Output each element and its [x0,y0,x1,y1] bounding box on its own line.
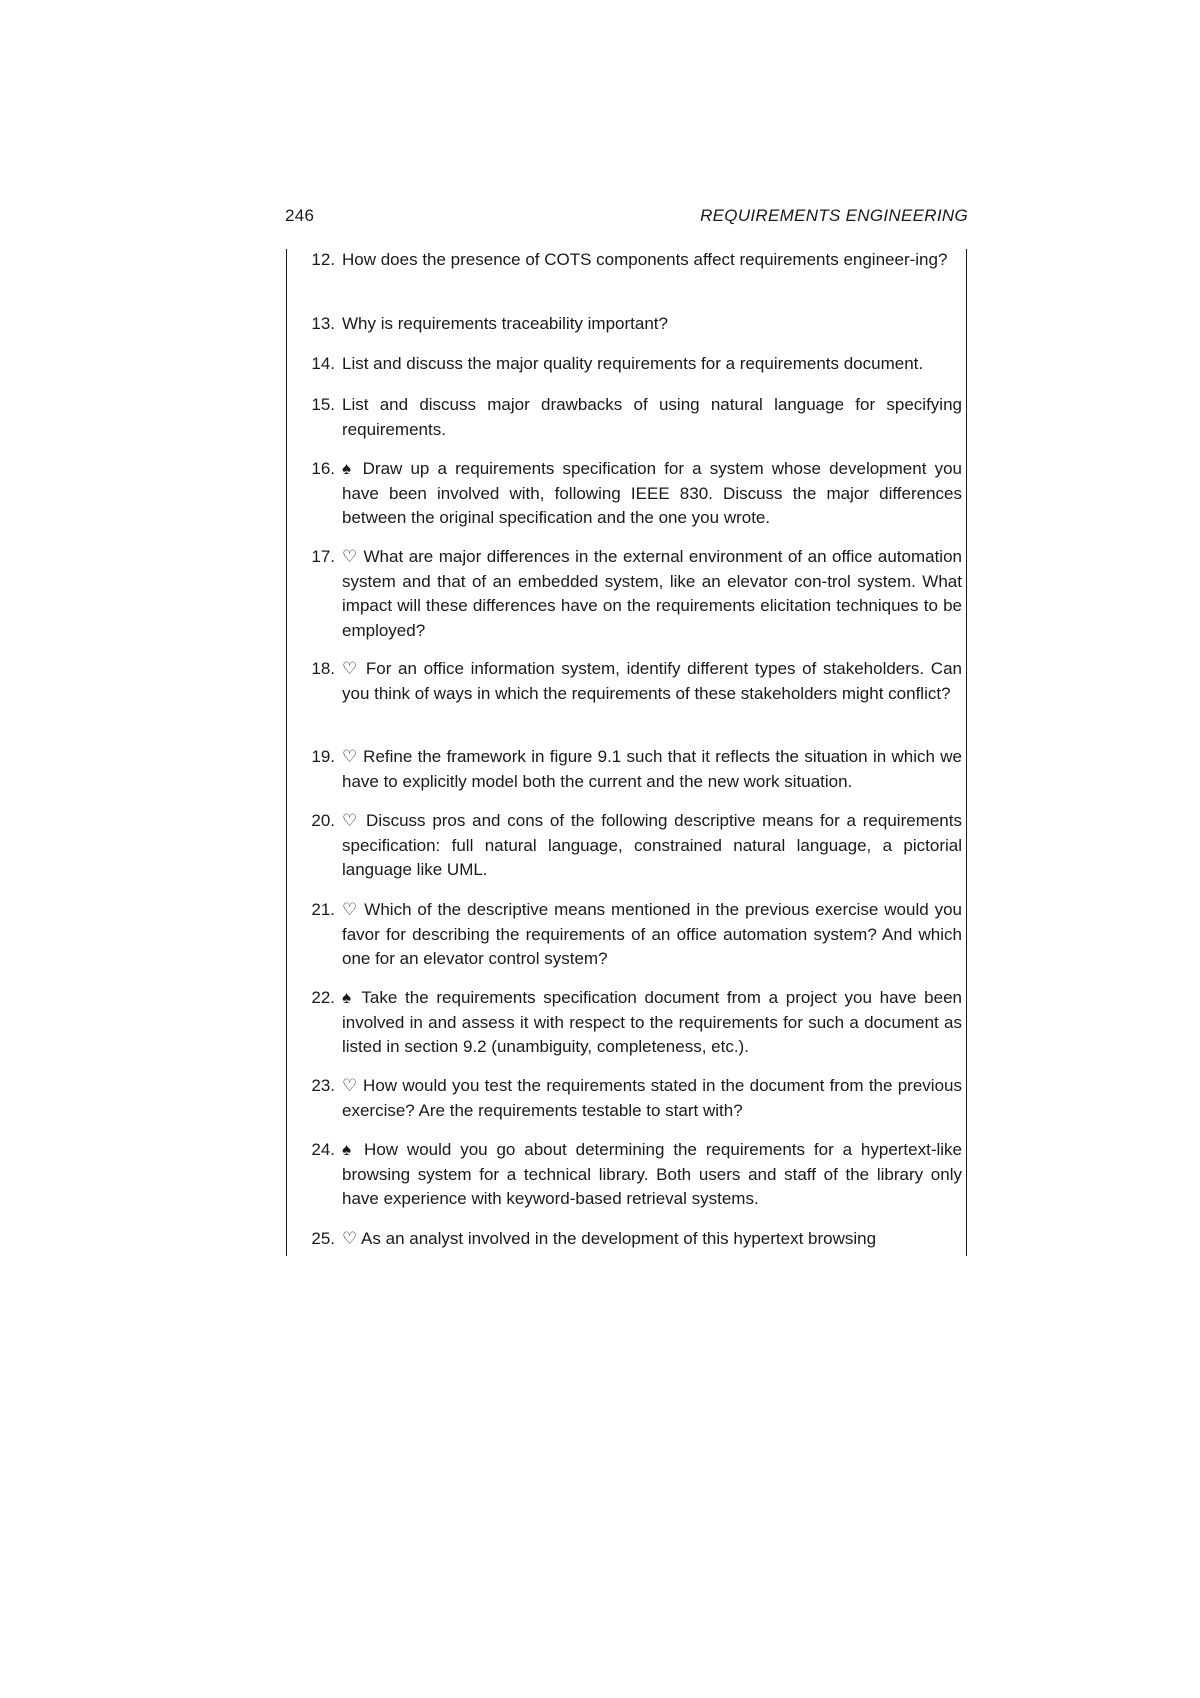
exercise-number: 25. [311,1229,335,1248]
exercise-number: 14. [311,354,335,373]
exercise-text: ♠ How would you go about determining the requirements for a hypertext-like browsing system for a technical library. Both users and staff of the library only have experience with keyword-based retrieval systems. [342,1140,963,1209]
exercise-item [305,545,962,643]
exercise-text: ♡ As an analyst involved in the development of this hypertext browsing [342,1229,877,1248]
exercise-number: 16. [311,459,335,478]
exercise-text: Why is requirements traceability important? [342,314,668,333]
heart-icon: ♡ [342,659,360,678]
exercise-text: ♠ Draw up a requirements specification for a system whose development you have been involved with, following IEEE 830. Discuss the major differences between the original specification and the one you wrote. [342,459,962,528]
running-header: REQUIREMENTS ENGINEERING [700,206,968,225]
exercise-text: ♡ What are major differences in the external environment of an office automation system and that of an embedded system, like an elevator con-trol system. What impact will these differences have on the requirements elicitation techniques to be employed? [342,547,962,640]
exercise-item [305,986,962,1060]
exercise-item [305,898,962,972]
exercise-number: 15. [311,395,335,414]
exercise-number: 17. [311,547,335,566]
heart-icon: ♡ [342,547,359,566]
exercise-item [305,248,962,273]
exercise-text: How does the presence of COTS components affect requirements engineer-ing? [342,250,948,269]
heart-icon: ♡ [342,900,359,919]
exercise-item [305,745,962,794]
exercise-text: ♡ Discuss pros and cons of the following descriptive means for a requirements specification: full natural language, constrained natural language, a pictorial language like UML. [342,811,962,880]
exercise-number: 20. [311,811,335,830]
exercise-text: ♠ Take the requirements specification document from a project you have been involved in and assess it with respect to the requirements for such a document as listed in section 9.2 (unambiguity, completeness, etc.). [342,988,963,1057]
exercise-number: 21. [311,900,335,919]
exercise-item [305,1138,962,1212]
exercise-number: 13. [311,314,335,333]
exercise-number: 24. [311,1140,335,1159]
exercise-text: List and discuss the major quality requirements for a requirements document. [342,354,924,373]
spade-icon: ♠ [342,1140,356,1159]
page-number: 246 [285,206,315,225]
exercise-item [305,1227,962,1252]
exercise-item [305,657,962,706]
spade-icon: ♠ [342,988,355,1007]
exercise-number: 12. [311,250,335,269]
heart-icon: ♡ [342,1229,358,1248]
exercise-item [305,457,962,531]
exercise-item [305,393,962,442]
exercise-item [305,312,962,337]
exercise-number: 18. [311,659,335,678]
exercise-item [305,809,962,883]
exercise-text: ♡ How would you test the requirements stated in the document from the previous exercise? Are the requirements testable to start with? [342,1076,962,1120]
heart-icon: ♡ [342,1076,358,1095]
spade-icon: ♠ [342,459,355,478]
exercise-text: ♡ For an office information system, identify different types of stakeholders. Can you think of ways in which the requirements of these stakeholders might conflict? [342,659,962,703]
exercise-text: ♡ Which of the descriptive means mentioned in the previous exercise would you favor for describing the requirements of an office automation system? And which one for an elevator control system? [342,900,962,969]
exercise-number: 23. [311,1076,335,1095]
heart-icon: ♡ [342,747,358,766]
exercise-number: 22. [311,988,335,1007]
exercise-text: List and discuss major drawbacks of using natural language for specifying requirements. [342,395,962,439]
heart-icon: ♡ [342,811,360,830]
exercise-item [305,1074,962,1123]
exercise-text: ♡ Refine the framework in figure 9.1 such that it reflects the situation in which we have to explicitly model both the current and the new work situation. [342,747,962,791]
exercise-item [305,352,962,377]
exercise-number: 19. [311,747,335,766]
